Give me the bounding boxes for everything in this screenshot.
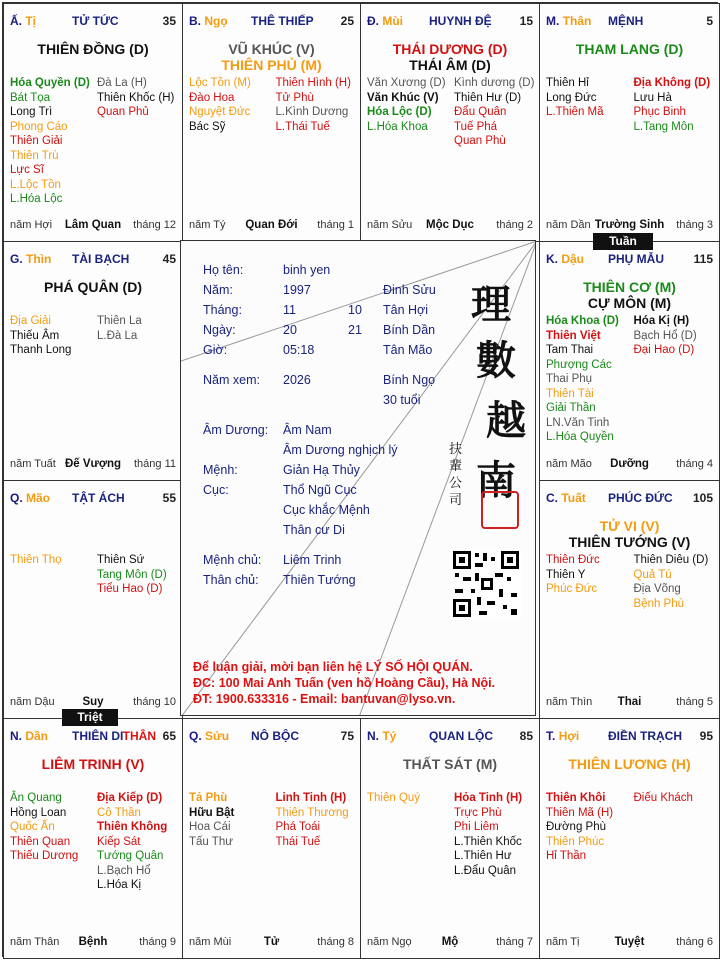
palace-branch: K. Dậu	[546, 252, 585, 266]
minor-stars-right	[630, 553, 714, 611]
minor-star: Thiên Phúc	[546, 835, 605, 848]
minor-star: Văn Xương (D)	[367, 77, 446, 89]
major-stars	[540, 518, 719, 550]
footer-year: năm Thân	[10, 936, 60, 948]
minor-star: Văn Khúc (V)	[367, 91, 439, 104]
minor-stars-left	[546, 553, 630, 597]
minor-star: L.Thiên Khốc	[454, 835, 522, 848]
palace-footer	[546, 458, 713, 472]
palace-name: PHÚC ĐỨC	[608, 491, 673, 505]
minor-star: Thiên Y	[546, 568, 586, 581]
footer-stage: Trường Sinh	[594, 219, 665, 231]
palace-branch: Đ. Mùi	[367, 14, 404, 28]
footer-month: tháng 9	[139, 936, 176, 948]
minor-stars-left	[367, 76, 450, 134]
minor-star: Thiên La	[97, 315, 142, 327]
major-star: LIÊM TRINH (V)	[41, 756, 145, 772]
minor-star: Hỏa Tinh (H)	[454, 792, 523, 804]
minor-star: Phi Liêm	[454, 821, 499, 833]
minor-star: Kiếp Sát	[97, 835, 141, 848]
palace-header	[10, 491, 176, 507]
triet-tag: Triệt	[62, 709, 118, 726]
major-star: THÁI ÂM (D)	[409, 57, 491, 73]
footer-stage: Lâm Quan	[64, 219, 122, 231]
major-stars	[4, 756, 182, 772]
minor-stars-right	[630, 76, 714, 134]
palace-age-number: 25	[340, 14, 354, 28]
palace-cell-than	[539, 3, 720, 242]
calligraphy-small: 扶 輩 公 司	[449, 442, 463, 508]
palace-header	[367, 729, 533, 745]
minor-star: L.Thái Tuế	[275, 120, 330, 133]
minor-stars-left	[10, 553, 93, 568]
minor-star: Tướng Quân	[97, 850, 164, 862]
minor-stars-right	[630, 314, 714, 358]
palace-footer	[546, 936, 713, 950]
palace-age-number: 65	[162, 729, 176, 743]
palace-footer	[367, 936, 533, 950]
calligraphy-char-2: 數	[476, 337, 516, 384]
minor-stars-right	[630, 791, 714, 806]
minor-star: Hồng Loan	[10, 806, 67, 819]
footer-stage: Thai	[617, 696, 642, 708]
palace-cell-mui	[360, 3, 540, 242]
palace-branch: N. Dần	[10, 729, 49, 743]
than-marker: THÂN	[122, 729, 156, 743]
minor-star: Tuế Phá	[454, 120, 498, 133]
palace-branch: Q. Sửu	[189, 729, 230, 743]
palace-name: MỆNH	[608, 14, 644, 28]
minor-star: L.Hóa Khoa	[367, 120, 428, 133]
hour-row: Giờ: 05:18 Tân Mão	[203, 343, 433, 357]
qr-code[interactable]	[451, 549, 521, 619]
palace-age-number: 35	[162, 14, 176, 28]
footer-month: tháng 5	[676, 696, 713, 708]
minor-star: Thiên Hình (H)	[275, 77, 351, 89]
minor-stars-left	[546, 791, 630, 864]
minor-star: Điếu Khách	[633, 792, 693, 804]
minor-star: Phong Cáo	[10, 120, 68, 133]
minor-star: L.Tang Môn	[633, 120, 694, 133]
palace-age-number: 115	[693, 252, 713, 266]
palace-footer	[546, 696, 713, 710]
minor-star: Thiên Sứ	[97, 554, 145, 566]
palace-name: TÀI BẠCH	[72, 252, 130, 266]
palace-branch: B. Ngọ	[189, 14, 228, 28]
year-row: Năm: 1997 Đinh Sửu	[203, 283, 436, 297]
day-row: Ngày: 20 21 Bính Dần	[203, 323, 436, 337]
minor-star: Thiếu Dương	[10, 850, 79, 862]
palace-age-number: 95	[699, 729, 713, 743]
minor-star: Tử Phù	[275, 91, 314, 104]
footer-stage: Dưỡng	[610, 458, 649, 470]
minor-star: Trực Phù	[454, 806, 502, 819]
palace-cell-thin	[3, 241, 183, 481]
minor-star: Lực Sĩ	[10, 164, 44, 176]
minor-stars-left	[367, 791, 450, 806]
minor-star: Tiểu Hao (D)	[97, 583, 163, 595]
minor-star: Thiên Thọ	[10, 554, 62, 566]
minor-star: Thái Tuế	[275, 835, 321, 848]
minor-stars-left	[189, 76, 272, 134]
minor-star: Tam Thai	[546, 344, 594, 356]
palace-header	[189, 14, 354, 30]
major-stars	[361, 756, 539, 772]
palace-cell-mao	[3, 480, 183, 719]
palace-branch: T. Hợi	[546, 729, 580, 743]
footer-month: tháng 4	[676, 458, 713, 470]
minor-star: L.Thiên Mã	[546, 106, 604, 118]
palace-age-number: 15	[519, 14, 533, 28]
major-star: THIÊN LƯƠNG (H)	[568, 756, 691, 772]
palace-cell-dau	[539, 241, 720, 481]
palace-footer	[546, 219, 713, 233]
major-star: THÁI DƯƠNG (D)	[392, 41, 508, 57]
minor-star: Hữu Bật	[189, 806, 235, 819]
palace-cell-suu	[182, 718, 361, 959]
palace-header	[367, 14, 533, 30]
minor-star: Quan Phù	[454, 135, 506, 147]
amduong-row: Âm Dương: Âm Nam	[203, 423, 332, 437]
minor-star: L.Hóa Kị	[97, 879, 142, 891]
footer-stage: Bệnh	[78, 936, 108, 948]
minor-star: Thanh Long	[10, 344, 72, 356]
minor-star: Quả Tú	[633, 568, 672, 581]
minor-star: Hóa Quyền (D)	[10, 77, 90, 89]
footer-stage: Tuyệt	[614, 936, 645, 948]
than-chu-row: Thân chủ: Thiên Tướng	[203, 573, 356, 587]
month-row: Tháng: 11 10 Tân Hợi	[203, 303, 429, 317]
major-star: THIÊN ĐỒNG (D)	[37, 41, 149, 57]
footer-month: tháng 3	[676, 219, 713, 231]
palace-name: PHỤ MẪU	[608, 252, 664, 266]
palace-age-number: 45	[162, 252, 176, 266]
minor-star: Hoa Cái	[189, 821, 231, 833]
palace-branch: Q. Mão	[10, 491, 51, 505]
minor-star: Nguyệt Đức	[189, 106, 251, 118]
minor-stars-left	[189, 791, 272, 849]
footer-year: năm Mão	[546, 458, 592, 470]
tuan-tag: Tuần	[593, 233, 653, 250]
red-seal-stamp	[481, 491, 519, 529]
palace-footer	[367, 219, 533, 233]
minor-star: Linh Tinh (H)	[275, 792, 347, 804]
minor-star: Địa Võng	[633, 583, 681, 595]
palace-age-number: 55	[162, 491, 176, 505]
palace-header	[189, 729, 354, 745]
cuc-row: Cục: Thổ Ngũ Cục	[203, 483, 357, 497]
palace-branch: C. Tuất	[546, 491, 586, 505]
minor-star: Tấu Thư	[189, 835, 233, 848]
minor-stars-right	[272, 791, 355, 849]
minor-star: Cô Thần	[97, 806, 141, 819]
minor-stars-left	[10, 791, 93, 864]
major-stars	[4, 41, 182, 57]
name-value: binh yen	[283, 263, 331, 277]
minor-star: Phượng Các	[546, 358, 612, 371]
minor-stars-left	[546, 314, 630, 445]
palace-cell-tuat	[539, 480, 720, 719]
minor-star: Thiên Đức	[546, 554, 600, 566]
center-info-panel: Họ tên: binh yen Năm: 1997 Đinh Sửu Tháng: 11 10 Tân Hợi Ngày: 20 21 Bính Dần Giờ: 05:18 Tân Mão Năm xem: 2026 Bính Ngọ 30 tuổi Âm Dương: Âm Nam Âm Dương nghịch lý Mệnh: Giản Hạ Thủy Cục: Thổ Ngũ Cục Cục khắc Mệnh Thân cư Di Mệnh chủ: Liêm Trinh Thân chủ: Thiên Tướng 理 數 越 南 扶 輩 公 司 Để luận giải, mời bạn liên hệ LÝ SỐ HỘI QUÁN. ĐC: 100 Mai Anh Tuấn (ven hồ Hoàng Cầu), Hà Nội. ĐT: 1900.633316 - Email: bantuvan@lyso.vn.	[180, 240, 536, 716]
minor-star: L.Hóa Lộc	[10, 193, 63, 205]
minor-star: LN.Văn Tinh	[546, 416, 610, 429]
minor-star: Thiên Quan	[10, 835, 71, 848]
palace-header	[546, 729, 713, 745]
palace-name: TỬ TỨC	[72, 14, 119, 28]
minor-star: Thai Phụ	[546, 373, 593, 385]
footer-month: tháng 1	[317, 219, 354, 231]
footer-month: tháng 11	[133, 458, 176, 470]
minor-star: Bạch Hổ (D)	[633, 329, 697, 342]
major-star: THIÊN PHỦ (M)	[221, 57, 322, 73]
footer-stage: Tử	[263, 936, 280, 948]
footer-year: năm Hợi	[10, 219, 53, 231]
minor-star: Thiên Tài	[546, 387, 594, 400]
minor-stars-left	[546, 76, 630, 120]
minor-star: Địa Không (D)	[633, 77, 711, 89]
major-star: THIÊN CƠ (M)	[583, 279, 676, 295]
minor-star: Phúc Đức	[546, 583, 598, 595]
major-stars	[361, 41, 539, 73]
minor-star: Hóa Kị (H)	[633, 315, 690, 327]
palace-name: QUAN LỘC	[429, 729, 493, 743]
major-star: THAM LANG (D)	[575, 41, 684, 57]
minor-star: Thiên Mã (H)	[546, 806, 614, 819]
menh-row: Mệnh: Giản Hạ Thủy	[203, 463, 360, 477]
minor-star: L.Thiên Hư	[454, 850, 512, 862]
menh-chu-row: Mệnh chủ: Liêm Trinh	[203, 553, 342, 567]
minor-star: L.Hóa Quyền	[546, 431, 614, 443]
palace-age-number: 105	[692, 491, 713, 505]
footer-stage: Đế Vượng	[64, 458, 122, 470]
palace-header	[546, 491, 713, 507]
palace-footer	[189, 219, 354, 233]
footer-year: năm Ngọ	[367, 936, 412, 948]
footer-stage: Mộ	[441, 936, 459, 948]
palace-branch: N. Tý	[367, 729, 397, 743]
palace-footer	[10, 696, 176, 710]
major-stars	[540, 756, 719, 772]
palace-branch: Ấ. Tị	[10, 14, 37, 28]
minor-star: L.Kình Dương	[275, 106, 349, 118]
footer-month: tháng 6	[676, 936, 713, 948]
view-year-row: Năm xem: 2026 Bính Ngọ	[203, 373, 436, 387]
minor-stars-right	[450, 76, 533, 149]
footer-year: năm Tý	[189, 219, 226, 231]
footer-year: năm Dậu	[10, 696, 55, 708]
minor-star: Tang Môn (D)	[97, 568, 167, 581]
minor-star: Đường Phù	[546, 821, 606, 833]
palace-footer	[10, 458, 176, 472]
minor-star: Tả Phù	[189, 792, 228, 804]
minor-stars-right	[450, 791, 533, 878]
footer-year: năm Tị	[546, 936, 580, 948]
palace-name: ĐIỀN TRẠCH	[608, 729, 682, 743]
major-star: CỰ MÔN (M)	[587, 295, 672, 311]
palace-age-number: 85	[519, 729, 533, 743]
footer-month: tháng 2	[496, 219, 533, 231]
minor-star: Thiên Hư (D)	[454, 91, 522, 104]
name-label: Họ tên:	[203, 263, 244, 277]
palace-name: NÔ BỘC	[251, 729, 299, 743]
footer-month: tháng 10	[133, 696, 176, 708]
palace-cell-ti	[3, 3, 183, 242]
palace-header	[546, 252, 713, 268]
minor-star: Thiếu Âm	[10, 329, 60, 342]
palace-branch: G. Thìn	[10, 252, 52, 266]
minor-stars-left	[10, 76, 93, 207]
minor-star: Bệnh Phù	[633, 597, 685, 610]
major-stars	[540, 41, 719, 57]
calligraphy-char-3: 越	[486, 397, 526, 444]
minor-star: Hóa Lộc (D)	[367, 106, 432, 118]
footer-year: năm Mùi	[189, 936, 232, 948]
major-star: TỬ VI (V)	[599, 518, 660, 534]
minor-star: Địa Giải	[10, 315, 51, 327]
minor-star: Thiên Thương	[275, 806, 349, 819]
footer-year: năm Dần	[546, 219, 591, 231]
minor-star: Phá Toái	[275, 821, 321, 833]
palace-cell-ngo	[182, 3, 361, 242]
minor-star: Quan Phủ	[97, 106, 149, 118]
footer-stage: Mộc Dục	[426, 219, 474, 231]
name-row	[203, 263, 331, 277]
footer-year: năm Tuất	[10, 458, 56, 470]
minor-star: Giải Thần	[546, 402, 596, 414]
footer-year: năm Thìn	[546, 696, 593, 708]
minor-star: Lưu Hà	[633, 91, 672, 104]
palace-footer	[10, 219, 176, 233]
minor-star: L.Bạch Hổ	[97, 864, 151, 877]
minor-stars-left	[10, 314, 93, 358]
major-stars	[183, 41, 360, 73]
major-star: PHÁ QUÂN (D)	[44, 279, 142, 295]
palace-footer	[10, 936, 176, 950]
palace-cell-dan	[3, 718, 183, 959]
minor-stars-right	[93, 314, 176, 343]
footer-month: tháng 12	[133, 219, 176, 231]
calligraphy-char-1: 理	[471, 281, 511, 328]
minor-star: Phục Binh	[633, 106, 686, 118]
palace-age-number: 75	[340, 729, 354, 743]
contact-block: Để luận giải, mời bạn liên hệ LÝ SỐ HỘI QUÁN. ĐC: 100 Mai Anh Tuấn (ven hồ Hoàng Cầu), Hà Nội. ĐT: 1900.633316 - Email: bantuvan@lyso.vn.	[193, 660, 496, 706]
minor-star: Thiên Quý	[367, 792, 421, 804]
palace-name: HUYNH ĐỆ	[429, 14, 492, 28]
age-value: 30 tuổi	[383, 393, 421, 407]
palace-header	[10, 252, 176, 268]
palace-header	[546, 14, 713, 30]
minor-star: Đại Hao (D)	[633, 344, 695, 356]
minor-star: Đào Hoa	[189, 91, 235, 104]
minor-star: Thiên Diêu (D)	[633, 554, 709, 566]
minor-star: Thiên Trù	[10, 149, 59, 162]
minor-star: Ân Quang	[10, 792, 62, 804]
minor-star: Lộc Tồn (M)	[189, 77, 251, 89]
minor-star: Thiên Giải	[10, 135, 63, 147]
minor-stars-right	[272, 76, 355, 134]
minor-star: Đẩu Quân	[454, 106, 507, 118]
palace-header	[10, 729, 176, 745]
minor-stars-right	[93, 553, 176, 597]
minor-star: Bác Sỹ	[189, 120, 226, 133]
palace-name: TẬT ÁCH	[72, 491, 125, 505]
minor-star: L.Lộc Tồn	[10, 178, 61, 191]
calligraphy-char-4: 南	[476, 457, 516, 504]
palace-name: THIÊN DI	[72, 729, 124, 743]
minor-star: Hỉ Thần	[546, 850, 587, 862]
palace-header	[10, 14, 176, 30]
minor-star: Hóa Khoa (D)	[546, 315, 619, 327]
footer-month: tháng 7	[496, 936, 533, 948]
minor-star: L.Đà La	[97, 329, 138, 342]
palace-name: THÊ THIẾP	[251, 14, 314, 28]
minor-star: L.Đẩu Quân	[454, 864, 517, 877]
minor-star: Thiên Khốc (H)	[97, 91, 175, 104]
minor-star: Thiên Khôi	[546, 792, 606, 804]
minor-star: Đà La (H)	[97, 77, 147, 89]
palace-age-number: 5	[706, 14, 713, 28]
major-stars	[540, 279, 719, 311]
palace-footer	[189, 936, 354, 950]
minor-stars-right	[93, 791, 176, 893]
footer-year: năm Sửu	[367, 219, 413, 231]
footer-month: tháng 8	[317, 936, 354, 948]
minor-star: Long Trì	[10, 106, 53, 118]
major-star: THẤT SÁT (M)	[402, 756, 498, 772]
major-star: VŨ KHÚC (V)	[228, 41, 315, 57]
footer-stage: Suy	[82, 696, 104, 708]
minor-star: Địa Kiếp (D)	[97, 792, 163, 804]
footer-stage: Quan Đới	[245, 219, 298, 231]
major-star: THIÊN TƯỚNG (V)	[568, 534, 691, 550]
minor-star: Thiên Việt	[546, 329, 601, 342]
minor-star: Kình dương (D)	[454, 77, 535, 89]
minor-stars-right	[93, 76, 176, 120]
palace-cell-ty	[360, 718, 540, 959]
palace-cell-hoi	[539, 718, 720, 959]
major-stars	[4, 279, 182, 295]
minor-star: Thiên Hỉ	[546, 77, 589, 89]
minor-star: Quốc Ấn	[10, 821, 55, 833]
minor-star: Long Đức	[546, 91, 597, 104]
minor-star: Thiên Không	[97, 821, 168, 833]
minor-star: Bát Tọa	[10, 91, 51, 104]
palace-branch: M. Thân	[546, 14, 592, 28]
